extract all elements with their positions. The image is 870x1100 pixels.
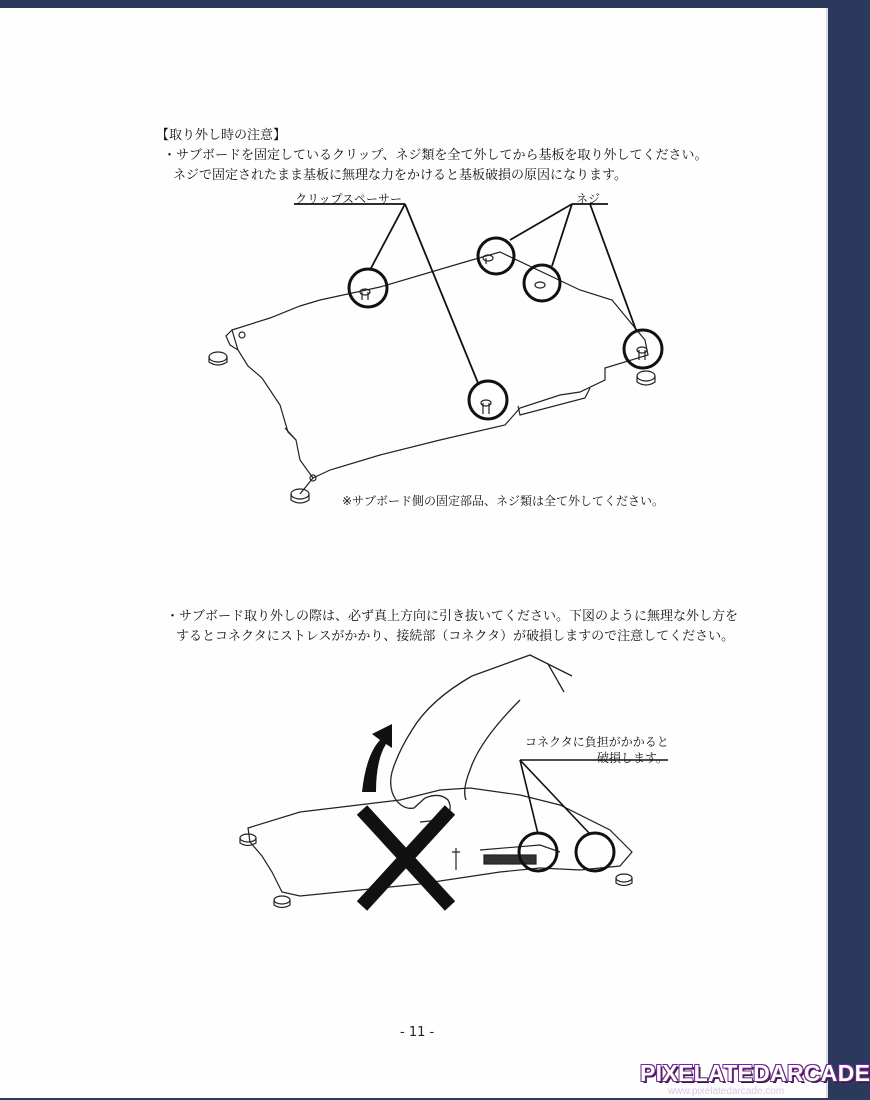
bullet2-line2: するとコネクタにストレスがかかり、接続部（コネクタ）が破損しますので注意してください。: [176, 629, 735, 644]
watermark-brand: PIXELATEDARCADE: [640, 1060, 870, 1086]
bullet1-line1: ・サブボードを固定しているクリップ、ネジ類を全て外してから基板を取り外してください。: [163, 148, 708, 163]
bullet2-line1: ・サブボード取り外しの際は、必ず真上方向に引き抜いてください。下図のように無理な外し方を: [166, 609, 739, 624]
watermark-url: www.pixelatedarcade.com: [668, 1086, 785, 1097]
label-clip-spacer: クリップスペーサー: [295, 192, 403, 206]
page-number: - 11 -: [400, 1025, 435, 1040]
connector-highlight: [519, 833, 557, 871]
connector: [484, 855, 536, 864]
footnote: ※サブボード側の固定部品、ネジ類は全て外してください。: [342, 494, 665, 508]
tilted-board: [248, 788, 632, 896]
bullet1-line2: ネジで固定されたまま基板に無理な力をかけると基板破損の原因になります。: [173, 168, 627, 183]
label-screw: ネジ: [576, 192, 601, 206]
connector-highlight: [576, 833, 614, 871]
warning-line1: コネクタに負担がかかると: [525, 735, 669, 749]
warning-line2: 破損します。: [597, 751, 669, 765]
notice-heading: 【取り外し時の注意】: [156, 128, 287, 143]
up-arrow: [362, 724, 392, 792]
